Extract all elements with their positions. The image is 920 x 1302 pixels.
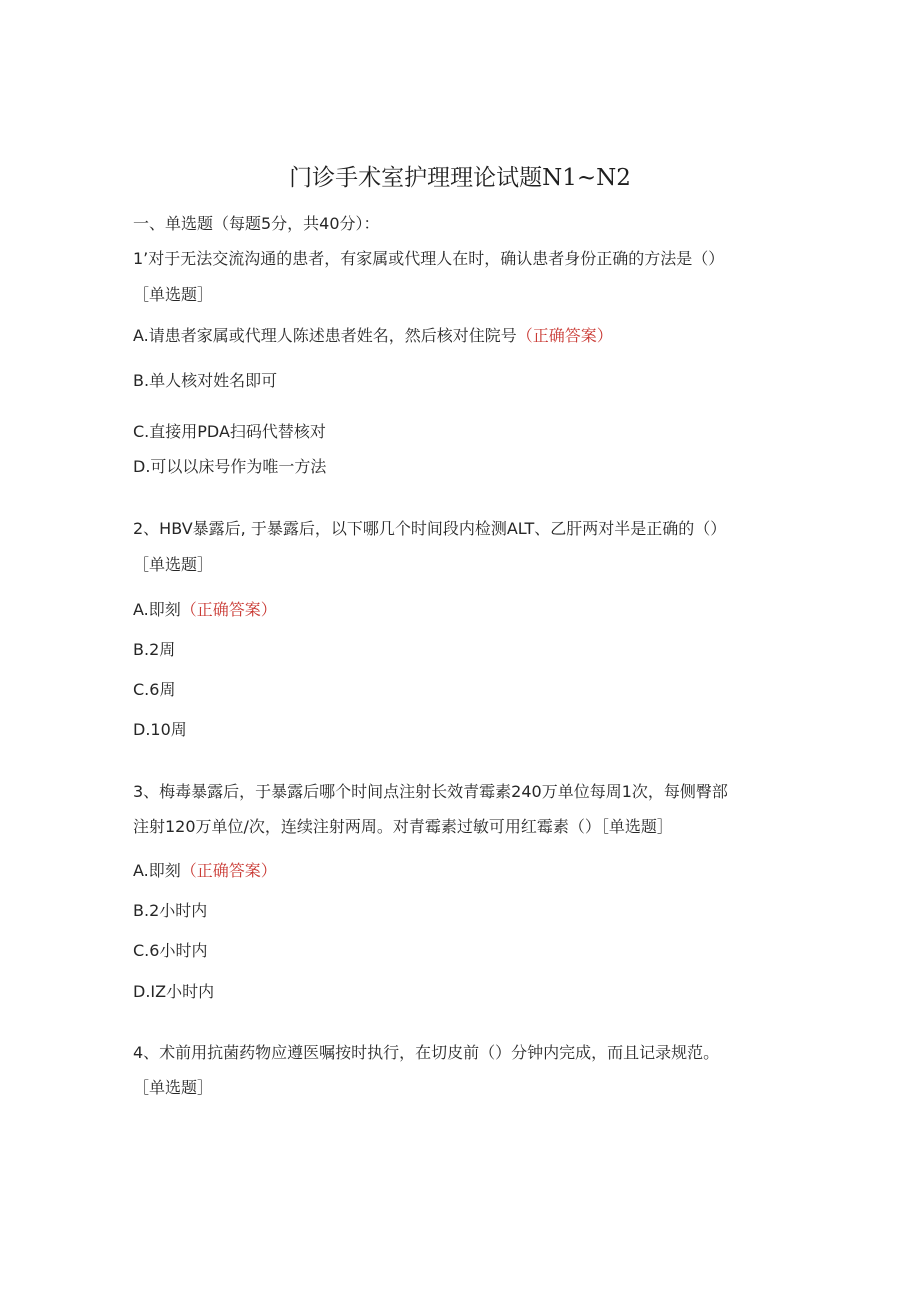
question-2-type-label: ［单选题］ — [133, 555, 214, 574]
question-1-type-label: ［单选题］ — [133, 285, 214, 304]
question-2-option-a — [133, 598, 277, 622]
question-3-text-line-2: 注射120万单位/次，连续注射两周。对青霉素过敏可用红霉素（）［单选题］ — [133, 817, 673, 836]
question-3-option-d: D.IZ小时内 — [133, 982, 215, 1001]
question-1-text-line-1: 1’对于无法交流沟通的患者，有家属或代理人在时，确认患者身份正确的方法是（） — [133, 249, 725, 268]
question-1-option-d: D.可以以床号作为唯一方法 — [133, 457, 327, 476]
question-1-option-b: B.单人核对姓名即可 — [133, 371, 278, 390]
question-3-option-c: C.6小时内 — [133, 941, 208, 960]
correct-answer-tag: （正确答案） — [516, 326, 613, 345]
question-1-option-a — [133, 324, 613, 348]
section-heading: 一、单选题（每题5分，共40分）： — [133, 214, 380, 233]
option-text: A.即刻 — [133, 861, 181, 880]
question-3-option-b: B.2小时内 — [133, 901, 208, 920]
question-4-type-label: ［单选题］ — [133, 1078, 214, 1097]
option-text: A.请患者家属或代理人陈述患者姓名，然后核对住院号 — [133, 326, 517, 345]
question-2-option-b: B.2周 — [133, 640, 176, 659]
question-4-text-line-1: 4、术前用抗菌药物应遵医嘱按时执行，在切皮前（）分钟内完成，而且记录规范。 — [133, 1043, 720, 1062]
question-3-option-a — [133, 859, 277, 883]
document-title: 门诊手术室护理理论试题N1~N2 — [289, 165, 631, 191]
question-3-text-line-1: 3、梅毒暴露后，于暴露后哪个时间点注射长效青霉素240万单位每周1次，每侧臀部 — [133, 782, 728, 801]
option-text: A.即刻 — [133, 600, 181, 619]
question-2-option-c: C.6周 — [133, 680, 176, 699]
correct-answer-tag: （正确答案） — [180, 600, 277, 619]
correct-answer-tag: （正确答案） — [180, 861, 277, 880]
question-2-option-d: D.10周 — [133, 720, 187, 739]
question-2-text-line-1: 2、HBV暴露后, 于暴露后，以下哪几个时间段内检测ALT、乙肝两对半是正确的（） — [133, 519, 727, 538]
question-1-option-c: C.直接用PDA扫码代替核对 — [133, 422, 326, 441]
